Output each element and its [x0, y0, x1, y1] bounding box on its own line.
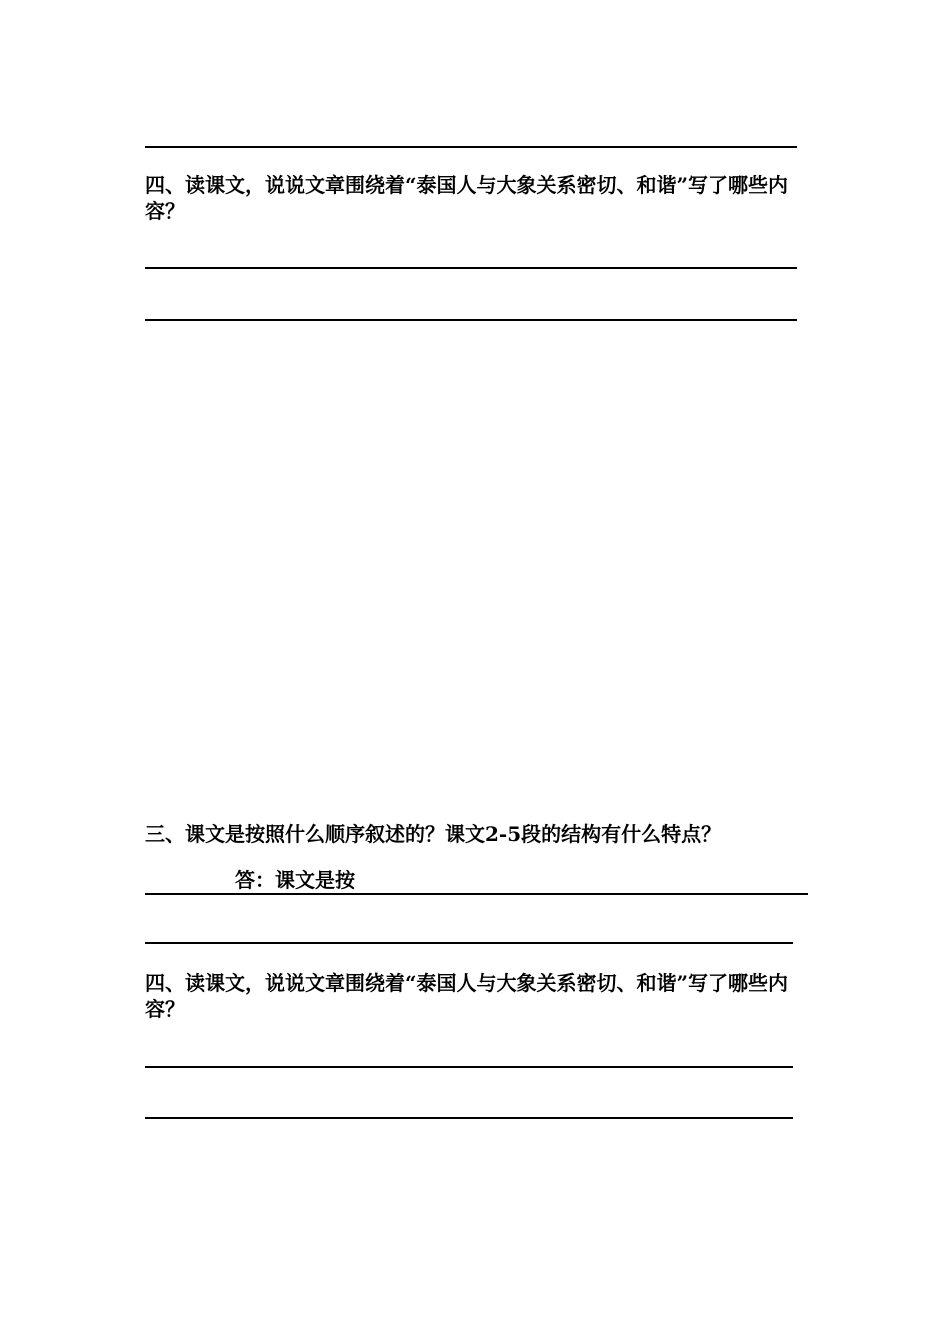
- answer-rule-top: [145, 146, 797, 148]
- question-4-lower: 四、读课文，说说文章围绕着“泰国人与大象关系密切、和谐”写了哪些内容？: [145, 971, 789, 1021]
- question-4-upper: 四、读课文，说说文章围绕着“泰国人与大象关系密切、和谐”写了哪些内容？: [145, 173, 789, 223]
- answer-prefix: 答：课文是按: [235, 868, 355, 892]
- answer-rule-q4-upper-2: [145, 319, 797, 321]
- question-3: 三、课文是按照什么顺序叙述的？课文2-5段的结构有什么特点？: [145, 822, 722, 846]
- answer-rule-q4-lower-1: [145, 1066, 793, 1068]
- answer-rule-q3-2: [145, 942, 793, 944]
- answer-line-q3-1: [145, 867, 808, 895]
- answer-rule-q4-upper-1: [145, 267, 797, 269]
- answer-rule-q4-lower-2: [145, 1117, 793, 1119]
